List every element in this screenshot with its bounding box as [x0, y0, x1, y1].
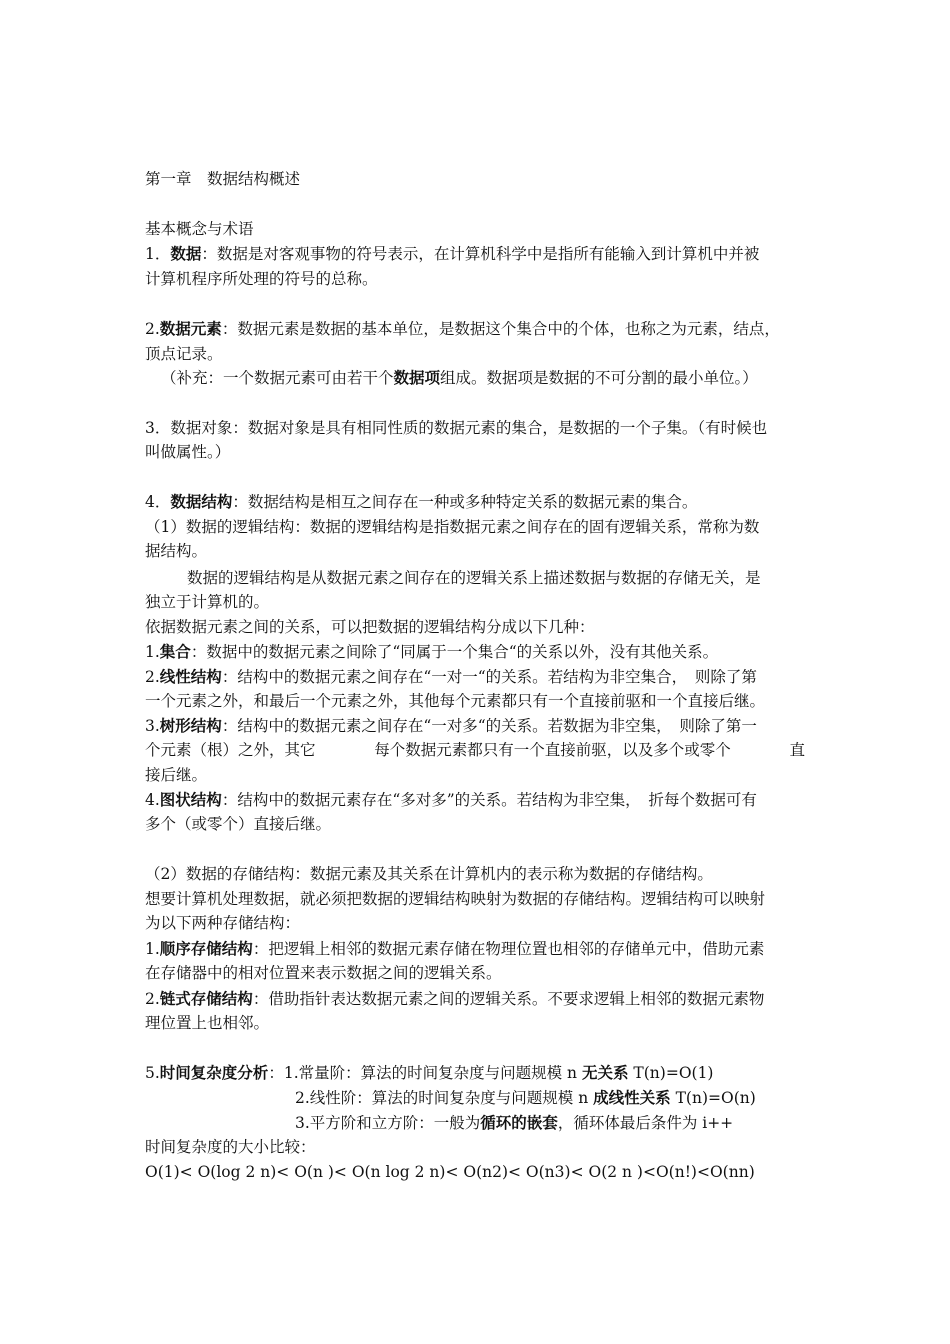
section-title: 基本概念与术语 [145, 220, 254, 238]
sequential-storage-line1 [145, 939, 764, 959]
linear-order-text: 2.线性阶：算法的时间复杂度与问题规模 n [295, 1089, 594, 1107]
item4-line1 [145, 492, 697, 512]
linked-term: 链式存储结构 [159, 989, 253, 1008]
item5-number: 5. [145, 1064, 160, 1082]
item2-line1 [145, 319, 780, 339]
sequential-term: 顺序存储结构 [159, 939, 253, 958]
graph-structure-line1 [145, 790, 757, 810]
logical-structure-line1: （1）数据的逻辑结构：数据的逻辑结构是指数据元素之间存在的固有逻辑关系，常称为数 [145, 518, 760, 536]
sequential-number: 1. [145, 940, 160, 958]
item1-number: 1． [145, 245, 171, 263]
item4-number: 4． [145, 493, 171, 511]
linear-term: 线性结构 [159, 667, 222, 686]
item1-line2: 计算机程序所处理的符号的总称。 [145, 270, 378, 288]
complexity-line1 [145, 1063, 713, 1083]
set-term: 集合 [159, 642, 191, 661]
storage-heading: （2）数据的存储结构：数据元素及其关系在计算机内的表示称为数据的存储结构。 [145, 865, 713, 883]
tree-definition: ：结构中的数据元素之间存在“一对多“的关系。若数据为非空集， 则除了第一 [221, 717, 757, 735]
graph-term: 图状结构 [159, 790, 222, 809]
linked-number: 2. [145, 990, 160, 1008]
item2-definition: ：数据元素是数据的基本单位，是数据这个集合中的个体，也称之为元素，结点， [221, 320, 780, 338]
tree-term: 树形结构 [159, 716, 222, 735]
linear-order-formula: T(n)=O(n) [670, 1089, 756, 1107]
graph-number: 4. [145, 791, 160, 809]
linear-number: 2. [145, 668, 160, 686]
item4-definition: ：数据结构是相互之间存在一种或多种特定关系的数据元素的集合。 [232, 493, 698, 511]
tree-line2-part-b: 每个数据元素都只有一个直接前驱，以及多个或零个 [374, 741, 731, 759]
item2-note [161, 368, 758, 388]
sequential-storage-line2: 在存储器中的相对位置来表示数据之间的逻辑关系。 [145, 964, 502, 982]
item5-colon: ： [268, 1064, 284, 1082]
item3-line2: 叫做属性。） [145, 443, 231, 461]
linear-order-term: 成线性关系 [593, 1088, 671, 1107]
complexity-line2 [295, 1088, 756, 1108]
linear-definition: ：结构中的数据元素之间存在“一对一“的关系。若结构为非空集合， 则除了第 [221, 668, 757, 686]
divide-line: 依据数据元素之间的关系，可以把数据的逻辑结构分成以下几种： [145, 618, 595, 636]
storage-intro-line2: 为以下两种存储结构： [145, 914, 301, 932]
tree-number: 3. [145, 717, 160, 735]
complexity-compare-formula: O(1)< O(log 2 n)< O(n )< O(n log 2 n)< O(n2)< O(n3)< O(2 n )<O(n!)<O(nn) [145, 1163, 755, 1181]
item1-definition: ：数据是对客观事物的符号表示，在计算机科学中是指所有能输入到计算机中并被 [201, 245, 760, 263]
linked-storage-line1 [145, 989, 764, 1009]
tree-structure-line2 [145, 740, 805, 760]
set-number: 1. [145, 643, 160, 661]
note-term: 数据项 [393, 368, 441, 387]
item1-line1 [145, 244, 759, 264]
tree-line2-part-a: 个元素（根）之外，其它 [145, 741, 316, 759]
independence-line2: 独立于计算机的。 [145, 593, 270, 611]
chapter-title: 第一章 数据结构概述 [145, 170, 301, 188]
item1-term: 数据 [170, 244, 202, 263]
item2-number: 2. [145, 320, 160, 338]
tree-structure-line1 [145, 716, 757, 736]
constant-order-text: 1.常量阶：算法的时间复杂度与问题规模 n [283, 1064, 582, 1082]
logical-structure-line2: 据结构。 [145, 542, 208, 560]
item2-term: 数据元素 [159, 319, 222, 338]
linear-structure-line2: 一个元素之外，和最后一个元素之外，其他每个元素都只有一个直接前驱和一个直接后继。 [145, 692, 766, 710]
sequential-definition: ：把逻辑上相邻的数据元素存储在物理位置也相邻的存储单元中，借助元素 [252, 940, 765, 958]
tree-structure-line3: 接后继。 [145, 766, 208, 784]
set-structure [145, 642, 718, 662]
square-order-term: 循环的嵌套 [480, 1113, 558, 1132]
set-definition: ：数据中的数据元素之间除了“同属于一个集合“的关系以外，没有其他关系。 [190, 643, 719, 661]
constant-order-formula: T(n)=O(1) [628, 1064, 714, 1082]
item3-line1: 3．数据对象：数据对象是具有相同性质的数据元素的集合，是数据的一个子集。（有时候也 [145, 419, 768, 437]
square-order-condition: ，循环体最后条件为 i++ [557, 1114, 734, 1132]
graph-definition: ：结构中的数据元素存在“多对多”的关系。若结构为非空集， 折每个数据可有 [221, 791, 757, 809]
complexity-line3 [295, 1113, 733, 1133]
constant-order-term: 无关系 [581, 1063, 629, 1082]
document-page [145, 0, 810, 1344]
item4-term: 数据结构 [170, 492, 233, 511]
item2-line2: 顶点记录。 [145, 345, 223, 363]
item5-term: 时间复杂度分析 [159, 1063, 269, 1082]
note-text-end: 组成。数据项是数据的不可分割的最小单位。） [440, 369, 758, 387]
graph-structure-line2: 多个（或零个）直接后继。 [145, 815, 332, 833]
linked-storage-line2: 理位置上也相邻。 [145, 1014, 270, 1032]
linear-structure-line1 [145, 667, 757, 687]
independence-line1: 数据的逻辑结构是从数据元素之间存在的逻辑关系上描述数据与数据的存储无关，是 [187, 569, 761, 587]
tree-line2-part-c: 直 [789, 741, 805, 759]
square-order-text: 3.平方阶和立方阶：一般为 [295, 1114, 481, 1132]
note-text: （补充：一个数据元素可由若干个 [161, 369, 394, 387]
linked-definition: ：借助指针表达数据元素之间的逻辑关系。不要求逻辑上相邻的数据元素物 [252, 990, 765, 1008]
storage-intro-line1: 想要计算机处理数据，就必须把数据的逻辑结构映射为数据的存储结构。逻辑结构可以映射 [145, 890, 766, 908]
complexity-compare-label: 时间复杂度的大小比较： [145, 1138, 316, 1156]
